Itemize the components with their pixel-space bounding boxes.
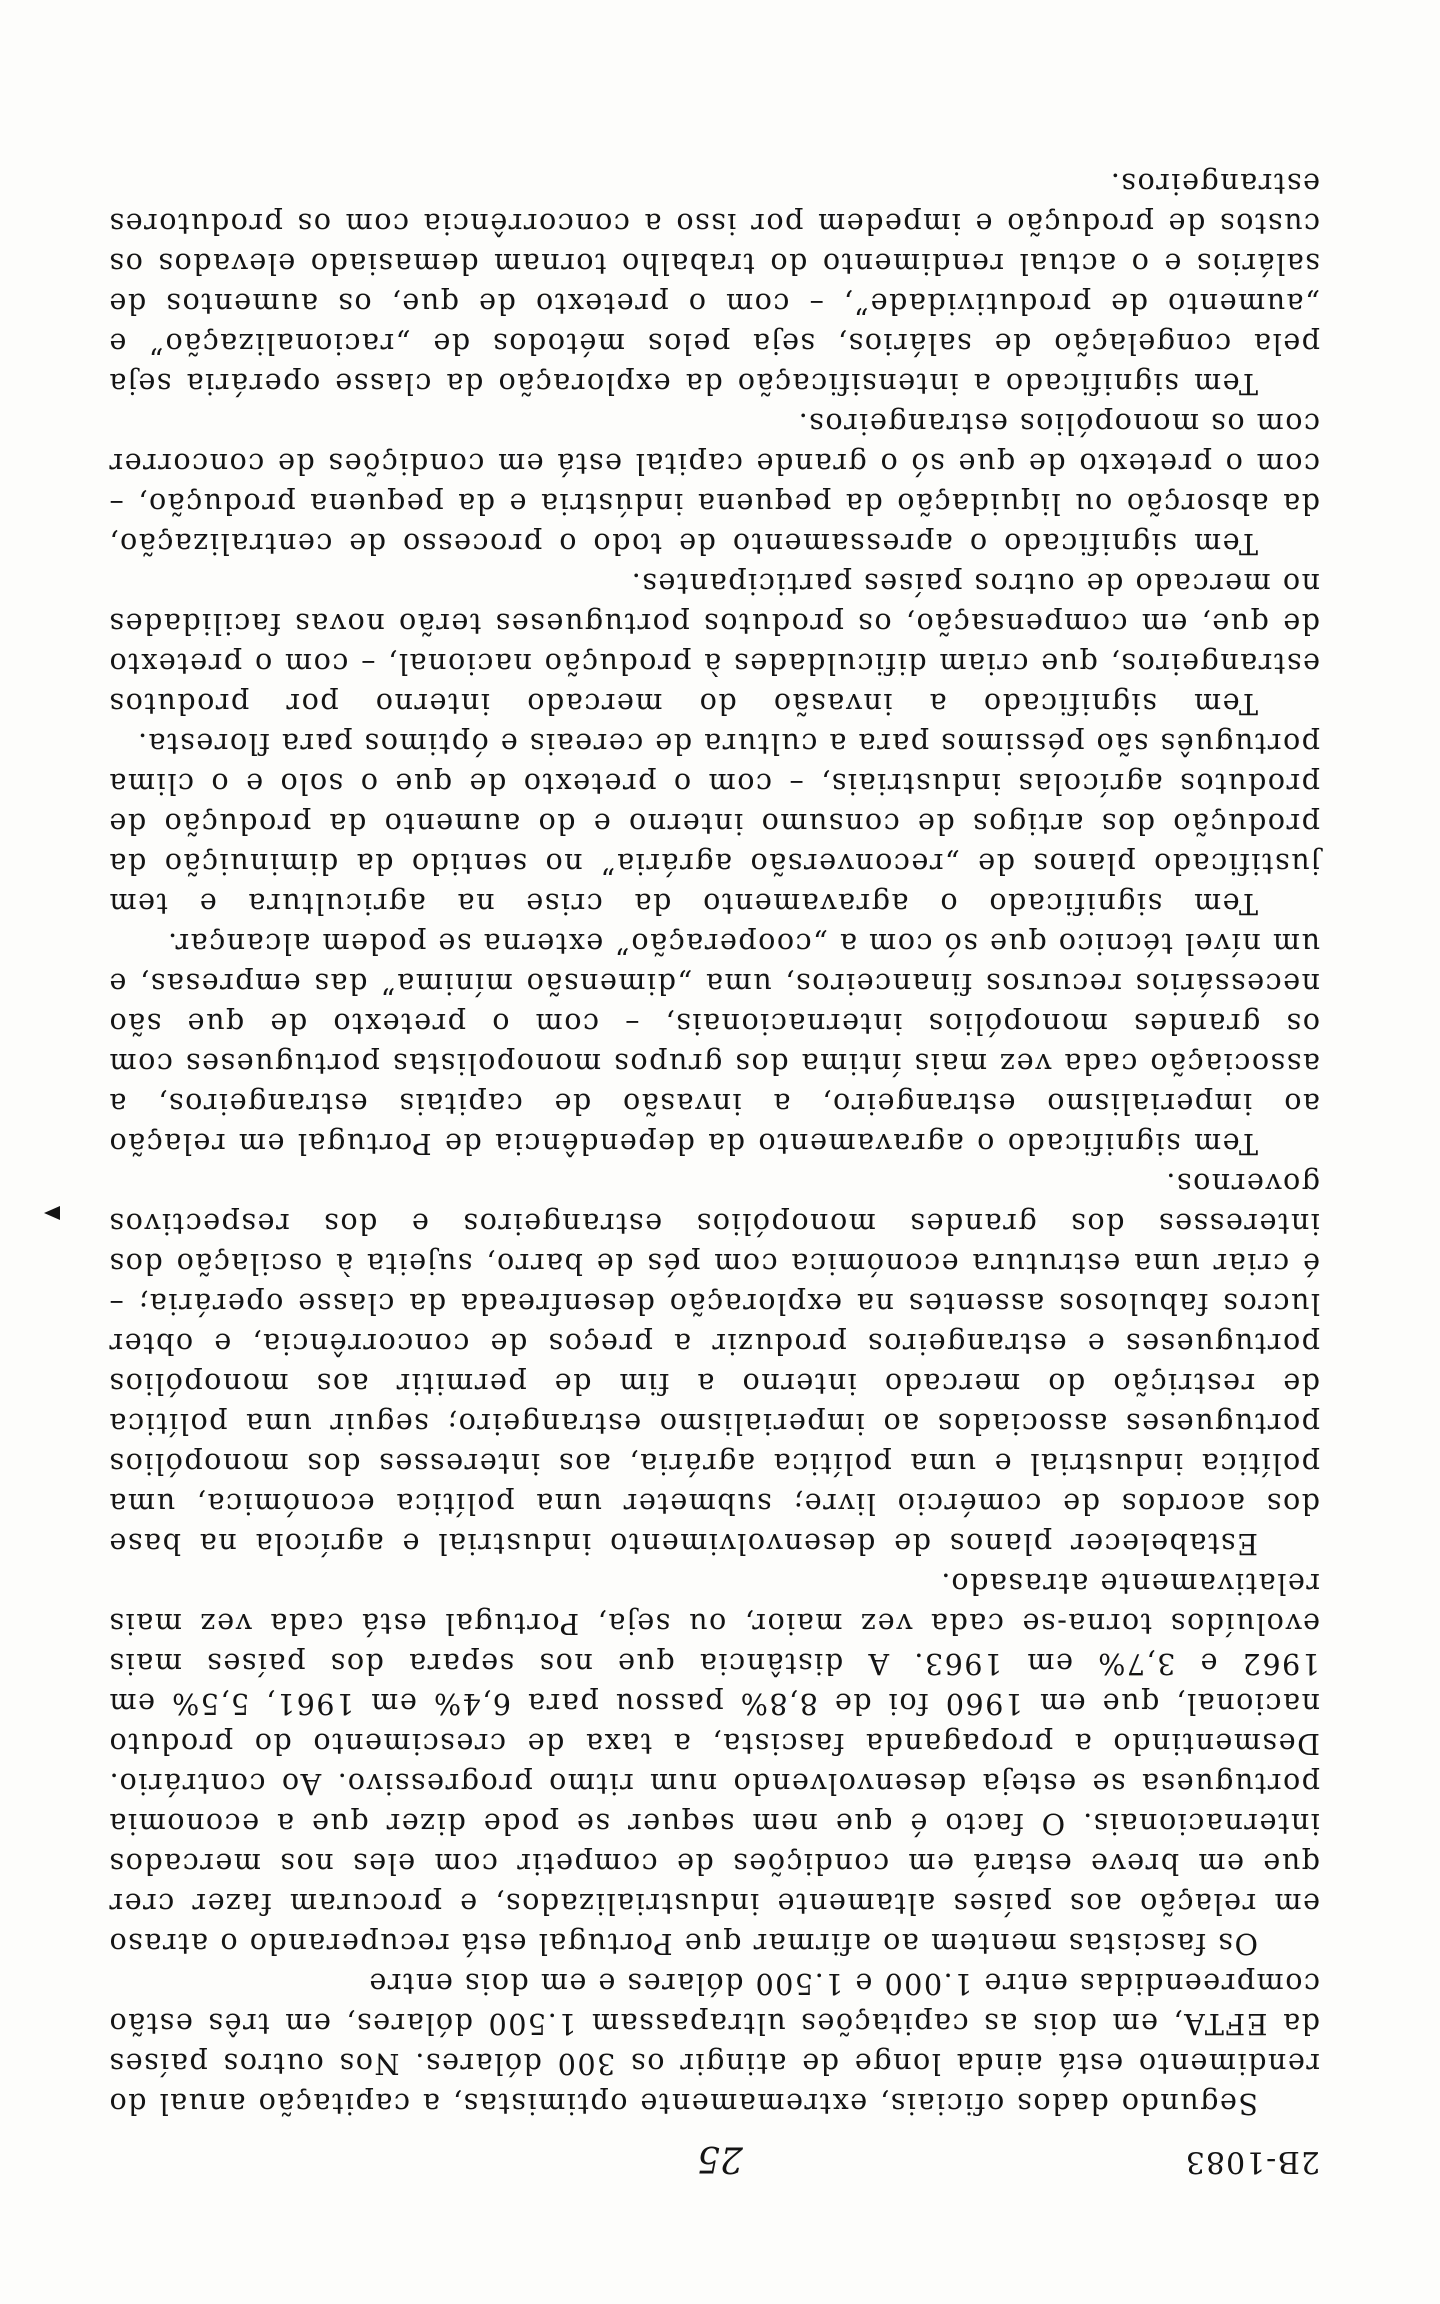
- paragraph: Tem significado o apressamento de todo o processo de centralização, da absorção ou liquidação da pequena indústria e da pequena produção, – com o pretexto de que só o grande capital está em condições de concorrer com os monopólios estrangeiros.: [108, 407, 1320, 561]
- paragraph: Tem significado o agravamento da dependência de Portugal em relação ao imperialismo estrangeiro, a invasão de capitais estrangeiros, a associação cada vez mais íntima dos grupos monopolistas portugueses com os grandes monopólios internacionais, – com o pretexto de que são necessários recursos financeiros, uma „dimensão mínima” das empresas, e um nível técnico que só com a „cooperação” externa se podem alcançar.: [108, 927, 1320, 1161]
- paragraph: Tem significado o agravamento da crise na agricultura e tem justificado planos de „reconversão agrária” no sentido da diminuição da produção dos artigos de consumo interno e do aumento da produção de produtos agrícolas industriais, – com o pretexto de que o solo e o clima português são péssimos para a cultura de cereais e óptimos para floresta.: [108, 727, 1320, 921]
- paragraph: Segundo dados oficiais, extremamente optimistas, a capitação anual do rendimento está ainda longe de atingir os 300 dólares. Nos outros países da EFTA, em dois as capitações ultrapassam 1.500 dólares, em três estão compreendidas entre 1.000 e 1.500 dólares e em dois entre: [108, 1967, 1320, 2121]
- page-header: [120, 2139, 1320, 2179]
- paragraph: Tem significado a intensificação da exploração da classe operária seja pela congelação de salários, seja pelos métodos de „racionalização” e „aumento de produtividade”, – com o pretexto de que, os aumentos de salários e o actual rendimento do trabalho tornam demasiado elevados os custos de produção e impedem por isso a concorrência com os produtores estrangeiros.: [108, 167, 1320, 401]
- paragraph: Os fascistas mentem ao afirmar que Portugal está recuperando o atraso em relação aos países altamente industrializados, e procuram fazer crer que em breve estará em condições de competir com eles nos mercados internacionais. O facto é que nem sequer se pode dizer que a economia portuguesa se esteja desenvolvendo num ritmo progressivo. Ao contrário. Desmentindo a propaganda fascista, a taxa de crescimento do produto nacional, que em 1960 foi de 8,8% passou para 6,4% em 1961, 5,5% em 1962 e 3,7% em 1963. A distância que nos separa dos países mais evoluídos torna-se cada vez maior, ou seja, Portugal está cada vez mais relativamente atrasado.: [108, 1567, 1320, 1961]
- paragraph: Estabelecer planos de desenvolvimento industrial e agrícola na base dos acordos de comércio livre; submeter uma política económica, uma política industrial e uma política agrária, aos interesses dos monopólios portugueses associados ao imperialismo estrangeiro; seguir uma política de restrição do mercado interno a fim de permitir aos monopólios portugueses e estrangeiros produzir a preços de concorrência, e obter lucros fabulosos assentes na exploração desenfreada da classe operária; – é criar uma estrutura económica com pés de barro, sujeita à oscilação dos interesses dos grandes monopólios estrangeiros e dos respectivos governos.: [108, 1167, 1320, 1561]
- body-text: [108, 164, 1320, 2124]
- margin-arrow-mark: [44, 1206, 60, 1220]
- document-code: 2B-1083: [1184, 2144, 1320, 2179]
- paragraph: Tem significado a invasão do mercado interno por produtos estrangeiros, que criam dificuldades à produção nacional, – com o pretexto de que, em compensação, os produtos portugueses terão novas facilidades no mercado de outros países participantes.: [108, 567, 1320, 721]
- page-number: 25: [697, 2138, 743, 2179]
